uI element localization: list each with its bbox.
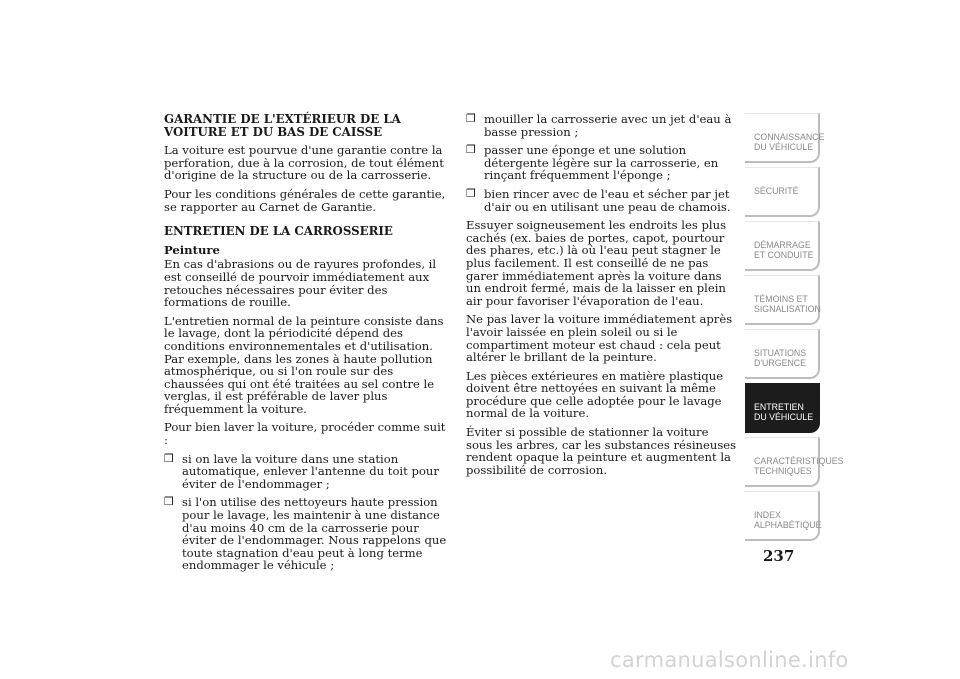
left-column xyxy=(164,113,452,578)
tab-caracteristiques-techniques[interactable] xyxy=(745,437,844,487)
paragraph: Ne pas laver la voiture immédiatement après l'avoir laissée en plein soleil ou si le compartiment moteur est chaud : cela peut altérer le brillant de la peinture. xyxy=(466,312,733,365)
tab-index-alphabetique[interactable] xyxy=(745,491,820,541)
tab-label: CARACTÉRISTIQUES TECHNIQUES xyxy=(754,456,844,476)
tab-label: ENTRETIEN DU VÉHICULE xyxy=(754,402,814,422)
tab-entretien-du-vehicule[interactable] xyxy=(745,383,820,433)
watermark: carmanualsonline.info xyxy=(610,648,849,672)
tab-label: TÉMOINS ET SIGNALISATION xyxy=(754,294,821,314)
tab-connaissance-du-vehicule[interactable] xyxy=(745,113,825,163)
list-item-text: bien rincer avec de l'eau et sécher par jet d'air ou en utilisant une peau de chamois. xyxy=(484,186,731,214)
list-item-text: si l'on utilise des nettoyeurs haute pression pour le lavage, les maintenir à une distance d'au moins 40 cm de la carrosserie pour éviter de l'endommager. Nous rappelons que toute stagnation d'eau peut à long terme endommager le véhicule ; xyxy=(182,495,447,573)
paragraph: La voiture est pourvue d'une garantie contre la perforation, due à la corrosion, de tout élément d'origine de la structure ou de la carrosserie. xyxy=(164,143,444,183)
paragraph: Essuyer soigneusement les endroits les plus cachés (ex. baies de portes, capot, pourtour des phares, etc.) là où l'eau peut stagner le plus facilement. Il est conseillé de ne pas garer immédiatement après la voiture dans un endroit fermé, mais de la laisser en plein air pour favoriser l'évaporation de l'eau. xyxy=(466,218,727,308)
checkbox-bullet-icon: ❒ xyxy=(466,112,476,125)
tab-label: SITUATIONS D'URGENCE xyxy=(754,348,807,368)
tab-label: SÉCURITÉ xyxy=(754,186,799,196)
checkbox-bullet-icon: ❒ xyxy=(164,451,174,465)
tab-label: CONNAISSANCE DU VÉHICULE xyxy=(754,132,825,152)
list-item-text: passer une éponge et une solution détergente légère sur la carrosserie, en rinçant fréquemment l'éponge ; xyxy=(484,143,719,183)
page-number: 237 xyxy=(763,547,795,565)
tab-demarrage-et-conduite[interactable] xyxy=(745,221,820,271)
tab-securite[interactable] xyxy=(745,167,820,217)
list-item xyxy=(164,453,452,491)
checkbox-bullet-icon: ❒ xyxy=(164,495,174,509)
paragraph: En cas d'abrasions ou de rayures profondes, il est conseillé de pourvoir immédiatement aux retouches nécessaires pour éviter des formations de rouille. xyxy=(164,257,437,310)
paragraph: Pour les conditions générales de cette garantie, se rapporter au Carnet de Garantie. xyxy=(164,186,446,214)
right-column xyxy=(466,113,738,482)
paragraph: Les pièces extérieures en matière plastique doivent être nettoyées en suivant la même procédure que celle adoptée pour le lavage normal de la voiture. xyxy=(466,368,724,421)
list-item xyxy=(466,113,738,138)
tab-situations-d-urgence[interactable] xyxy=(745,329,820,379)
list-item xyxy=(466,188,738,213)
section-heading-bodywork: ENTRETIEN DE LA CARROSSERIE xyxy=(164,224,393,239)
chapter-tabs xyxy=(745,113,844,545)
section-heading-warranty: GARANTIE DE L'EXTÉRIEUR DE LA VOITURE ET DU BAS DE CAISSE xyxy=(164,112,401,139)
tab-temoins-et-signalisation[interactable] xyxy=(745,275,820,325)
paragraph: Pour bien laver la voiture, procéder comme suit : xyxy=(164,420,446,448)
checkbox-bullet-icon: ❒ xyxy=(466,186,476,200)
paragraph: Éviter si possible de stationner la voiture sous les arbres, car les substances résineuses rendent opaque la peinture et augmentent la possibilité de corrosion. xyxy=(466,425,737,477)
list-item-text: mouiller la carrosserie avec un jet d'eau à basse pression ; xyxy=(484,112,732,139)
list-item xyxy=(466,144,738,182)
list-item xyxy=(164,496,452,572)
subheading-paint: Peinture xyxy=(164,242,220,257)
tab-label: INDEX ALPHABÉTIQUE xyxy=(754,510,822,530)
list-item-text: si on lave la voiture dans une station automatique, enlever l'antenne du toit pour éviter de l'endommager ; xyxy=(182,451,439,491)
checkbox-bullet-icon: ❒ xyxy=(466,143,476,157)
tab-label: DÉMARRAGE ET CONDUITE xyxy=(754,240,814,260)
paragraph: L'entretien normal de la peinture consiste dans le lavage, dont la périodicité dépend des conditions environnementales et d'utilisation. Par exemple, dans les zones à haute pollution atmosphérique, ou si l'on roule sur des chaussées qui ont été traitées au sel contre le verglas, il est préférable de laver plus fréquemment la voiture. xyxy=(164,313,444,416)
